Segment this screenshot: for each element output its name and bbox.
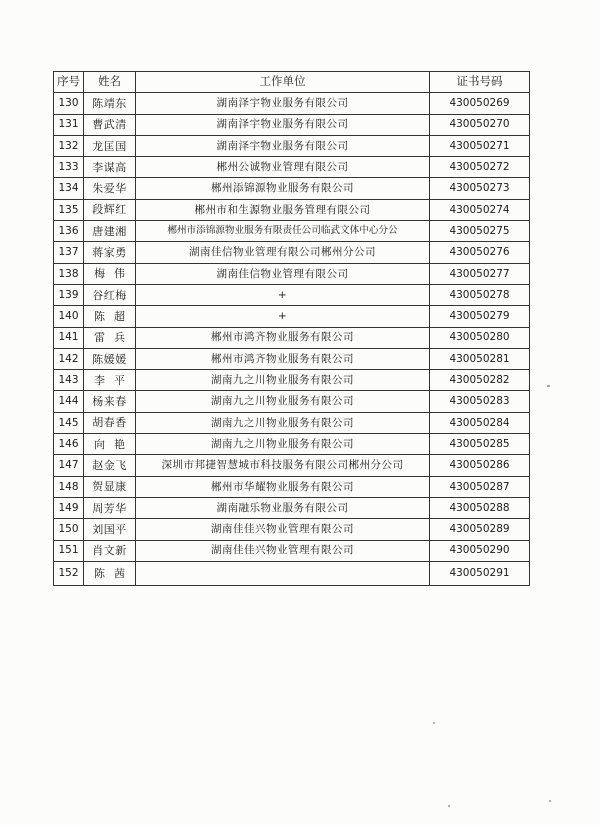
row-no-cell: 150 [54, 519, 84, 540]
row-no-cell: 151 [54, 540, 84, 561]
row-name-cell: 雷兵 [84, 327, 136, 348]
row-no-cell: 132 [54, 135, 84, 156]
table-row [54, 434, 530, 455]
row-cert-cell: 430050290 [430, 540, 530, 561]
row-name-cell: 朱爱华 [84, 178, 136, 199]
row-no-cell: 130 [54, 93, 84, 114]
row-name-cell: 周芳华 [84, 497, 136, 518]
row-cert-cell: 430050274 [430, 199, 530, 220]
row-no-cell: 146 [54, 434, 84, 455]
row-no-cell: 131 [54, 114, 84, 135]
header-cert: 证书号码 [430, 72, 530, 93]
row-cert-cell: 430050283 [430, 391, 530, 412]
row-no-cell: 145 [54, 412, 84, 433]
row-name-cell: 向艳 [84, 434, 136, 455]
row-cert-cell: 430050270 [430, 114, 530, 135]
header-unit: 工作单位 [136, 72, 430, 93]
row-cert-cell: 430050289 [430, 519, 530, 540]
table-row [54, 157, 530, 178]
row-cert-cell: 430050284 [430, 412, 530, 433]
row-no-cell: 152 [54, 561, 84, 585]
table-row [54, 519, 530, 540]
table-body [54, 93, 530, 586]
row-name-cell: 刘国平 [84, 519, 136, 540]
row-name-cell: 唐建湘 [84, 221, 136, 242]
row-unit-cell: 湖南佳信物业管理有限公司 [136, 263, 430, 284]
row-unit-cell: 郴州市鸿齐物业服务有限公司 [136, 327, 430, 348]
row-no-cell: 137 [54, 242, 84, 263]
row-no-cell: 138 [54, 263, 84, 284]
row-cert-cell: 430050287 [430, 476, 530, 497]
row-cert-cell: 430050281 [430, 348, 530, 369]
row-name-cell: 杨来春 [84, 391, 136, 412]
row-unit-cell: 郴州市鸿齐物业服务有限公司 [136, 348, 430, 369]
row-unit-cell: + [136, 284, 430, 305]
row-cert-cell: 430050285 [430, 434, 530, 455]
row-unit-cell: 湖南佳佳兴物业管理有限公司 [136, 540, 430, 561]
row-cert-cell: 430050272 [430, 157, 530, 178]
row-no-cell: 144 [54, 391, 84, 412]
row-cert-cell: 430050275 [430, 221, 530, 242]
table-row [54, 540, 530, 561]
row-cert-cell: 430050291 [430, 561, 530, 585]
table-row [54, 497, 530, 518]
row-name-cell: 李平 [84, 370, 136, 391]
row-no-cell: 141 [54, 327, 84, 348]
row-name-cell: 龙匡国 [84, 135, 136, 156]
table-row [54, 284, 530, 305]
row-name-cell: 肖文新 [84, 540, 136, 561]
row-no-cell: 135 [54, 199, 84, 220]
row-unit-cell: 湖南九之川物业服务有限公司 [136, 412, 430, 433]
row-cert-cell: 430050269 [430, 93, 530, 114]
row-unit-cell: + [136, 306, 430, 327]
row-name-cell: 梅伟 [84, 263, 136, 284]
row-no-cell: 142 [54, 348, 84, 369]
table-row [54, 135, 530, 156]
row-cert-cell: 430050273 [430, 178, 530, 199]
row-unit-cell: 湖南佳佳兴物业管理有限公司 [136, 519, 430, 540]
row-unit-cell [136, 561, 430, 585]
header-name: 姓名 [84, 72, 136, 93]
row-cert-cell: 430050280 [430, 327, 530, 348]
row-unit-cell: 湖南融乐物业服务有限公司 [136, 497, 430, 518]
table-row [54, 561, 530, 585]
row-unit-cell: 湖南佳信物业管理有限公司郴州分公司 [136, 242, 430, 263]
table-row [54, 93, 530, 114]
row-unit-cell: 湖南九之川物业服务有限公司 [136, 434, 430, 455]
table-row [54, 391, 530, 412]
row-unit-cell: 郴州市华耀物业服务有限公司 [136, 476, 430, 497]
row-cert-cell: 430050288 [430, 497, 530, 518]
row-name-cell: 陈超 [84, 306, 136, 327]
row-unit-cell: 湖南泽宇物业服务有限公司 [136, 135, 430, 156]
table-row [54, 412, 530, 433]
row-unit-cell: 郴州公诚物业管理有限公司 [136, 157, 430, 178]
row-name-cell: 陈茜 [84, 561, 136, 585]
row-cert-cell: 430050277 [430, 263, 530, 284]
table-row [54, 114, 530, 135]
row-unit-cell: 湖南泽宇物业服务有限公司 [136, 93, 430, 114]
row-cert-cell: 430050279 [430, 306, 530, 327]
scan-speck [547, 385, 550, 387]
row-name-cell: 陈媛媛 [84, 348, 136, 369]
row-unit-cell: 郴州市添锦源物业服务有限责任公司临武文体中心分公 [136, 221, 430, 242]
row-unit-cell: 深圳市邦捷智慧城市科技服务有限公司郴州分公司 [136, 455, 430, 476]
row-unit-cell: 郴州添锦源物业服务有限公司 [136, 178, 430, 199]
row-no-cell: 149 [54, 497, 84, 518]
table-row [54, 199, 530, 220]
table-row [54, 242, 530, 263]
table-row [54, 306, 530, 327]
row-no-cell: 140 [54, 306, 84, 327]
scan-speck [433, 722, 435, 724]
row-unit-cell: 湖南九之川物业服务有限公司 [136, 391, 430, 412]
row-no-cell: 143 [54, 370, 84, 391]
table-row [54, 327, 530, 348]
row-cert-cell: 430050278 [430, 284, 530, 305]
row-no-cell: 136 [54, 221, 84, 242]
scan-speck [448, 805, 450, 807]
row-cert-cell: 430050282 [430, 370, 530, 391]
row-name-cell: 段辉红 [84, 199, 136, 220]
row-no-cell: 147 [54, 455, 84, 476]
table-row [54, 455, 530, 476]
table-row [54, 476, 530, 497]
row-unit-cell: 郴州市和生源物业服务管理有限公司 [136, 199, 430, 220]
scan-speck [549, 800, 551, 802]
row-name-cell: 曹武清 [84, 114, 136, 135]
row-no-cell: 134 [54, 178, 84, 199]
table-row [54, 221, 530, 242]
row-no-cell: 133 [54, 157, 84, 178]
row-name-cell: 李谋高 [84, 157, 136, 178]
row-no-cell: 148 [54, 476, 84, 497]
table-header-row [54, 72, 530, 93]
row-name-cell: 贺显康 [84, 476, 136, 497]
row-name-cell: 陈靖东 [84, 93, 136, 114]
table-row [54, 178, 530, 199]
row-cert-cell: 430050286 [430, 455, 530, 476]
certificate-roster-table [53, 71, 530, 586]
row-unit-cell: 湖南九之川物业服务有限公司 [136, 370, 430, 391]
row-name-cell: 赵金飞 [84, 455, 136, 476]
table-row [54, 263, 530, 284]
row-cert-cell: 430050276 [430, 242, 530, 263]
header-no: 序号 [54, 72, 84, 93]
row-cert-cell: 430050271 [430, 135, 530, 156]
row-no-cell: 139 [54, 284, 84, 305]
row-name-cell: 谷红梅 [84, 284, 136, 305]
row-name-cell: 蒋家勇 [84, 242, 136, 263]
row-unit-cell: 湖南泽宇物业服务有限公司 [136, 114, 430, 135]
table-row [54, 348, 530, 369]
table-row [54, 370, 530, 391]
row-name-cell: 胡春香 [84, 412, 136, 433]
